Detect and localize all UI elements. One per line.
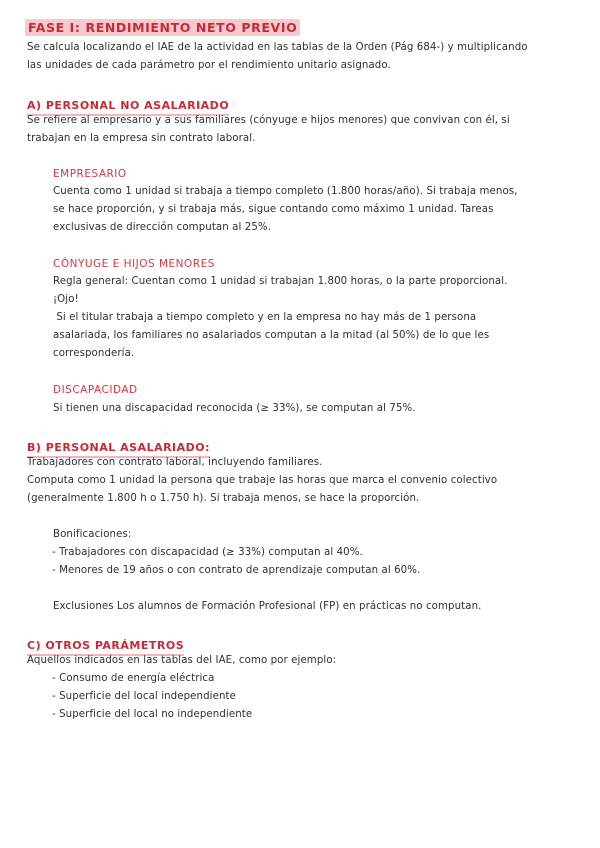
text-line: Computa como 1 unidad la persona que trabaje las horas que marca el convenio colectivo <box>27 475 498 486</box>
section-c-heading: C) OTROS PARÁMETROS <box>27 638 184 656</box>
text-line: trabajan en la empresa sin contrato laboral. <box>27 133 256 144</box>
text-line: correspondería. <box>53 348 135 359</box>
section-a-heading: A) PERSONAL NO ASALARIADO <box>27 98 229 116</box>
exclusiones-text: Exclusiones Los alumnos de Formación Profesional (FP) en prácticas no computan. <box>53 601 482 612</box>
exclusiones-block <box>53 598 583 616</box>
text-line: Se refiere al empresario y a sus familiares (cónyuge e hijos menores) que convivan con él, si <box>27 115 510 126</box>
intro-line: Se calcula localizando el IAE de la actividad en las tablas de la Orden (Pág 684-) y multiplicando <box>27 42 528 53</box>
discapacidad-heading-wrap <box>53 382 553 398</box>
text-line: ¡Ojo! <box>53 294 79 305</box>
list-item: - Menores de 19 años o con contrato de aprendizaje computan al 60%. <box>52 565 421 576</box>
conyuge-heading-wrap <box>53 256 553 272</box>
otros-parametros-list <box>52 670 600 724</box>
text-line: Regla general: Cuentan como 1 unidad si trabajan 1.800 horas, o la parte proporcional. <box>53 276 508 287</box>
list-item: - Superficie del local no independiente <box>52 709 253 720</box>
page-title: FASE I: RENDIMIENTO NETO PREVIO <box>25 19 300 36</box>
intro-line: las unidades de cada parámetro por el rendimiento unitario asignado. <box>27 60 391 71</box>
list-item: - Consumo de energía eléctrica <box>52 673 215 684</box>
bonificaciones-list <box>52 544 600 580</box>
text-line: Cuenta como 1 unidad si trabaja a tiempo completo (1.800 horas/año). Si trabaja menos, <box>53 186 518 197</box>
section-c-text <box>27 652 575 670</box>
section-b-heading: B) PERSONAL ASALARIADO: <box>27 440 210 458</box>
intro-paragraph <box>27 39 575 75</box>
text-line: (generalmente 1.800 h o 1.750 h). Si trabaja menos, se hace la proporción. <box>27 493 420 504</box>
discapacidad-text <box>53 400 553 418</box>
text-line: Si el titular trabaja a tiempo completo y en la empresa no hay más de 1 persona <box>53 312 477 323</box>
text-line: exclusivas de dirección computan al 25%. <box>53 222 272 233</box>
list-item: - Trabajadores con discapacidad (≥ 33%) computan al 40%. <box>52 547 363 558</box>
text-line: Trabajadores con contrato laboral, incluyendo familiares. <box>27 457 323 468</box>
conyuge-text <box>53 273 553 363</box>
empresario-heading: EMPRESARIO <box>53 168 127 180</box>
empresario-heading-wrap <box>53 166 553 182</box>
text-line: Aquellos indicados en las tablas del IAE, como por ejemplo: <box>27 655 337 666</box>
bonificaciones-block <box>53 526 553 544</box>
section-a-text <box>27 112 575 148</box>
conyuge-heading: CÓNYUGE E HIJOS MENORES <box>53 258 215 270</box>
empresario-text <box>53 183 553 237</box>
discapacidad-heading: DISCAPACIDAD <box>53 384 138 396</box>
text-line: Si tienen una discapacidad reconocida (≥ 33%), se computan al 75%. <box>53 403 416 414</box>
text-line: asalariada, los familiares no asalariados computan a la mitad (al 50%) de lo que les <box>53 330 490 341</box>
text-line: se hace proporción, y si trabaja más, sigue contando como máximo 1 unidad. Tareas <box>53 204 494 215</box>
bonificaciones-heading: Bonificaciones: <box>53 529 132 540</box>
list-item: - Superficie del local independiente <box>52 691 236 702</box>
section-b-text <box>27 454 575 508</box>
